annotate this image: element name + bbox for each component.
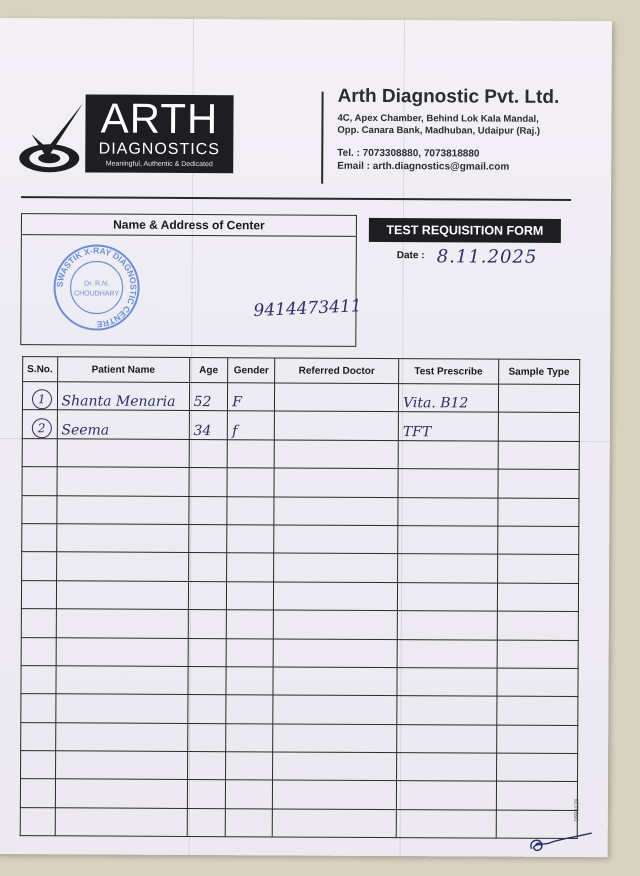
table-header-row xyxy=(23,357,580,385)
cell-test-prescribe xyxy=(398,497,498,526)
center-box-title: Name & Address of Center xyxy=(22,214,356,237)
cell-test-prescribe xyxy=(396,781,496,810)
cell-sample-type xyxy=(497,526,579,555)
cell-age xyxy=(189,496,228,525)
cell-referred-doctor xyxy=(273,752,397,781)
cell-referred-doctor xyxy=(274,411,398,440)
cell-age: 52 xyxy=(189,382,228,411)
cell-referred-doctor xyxy=(274,525,398,554)
cell-referred-doctor xyxy=(273,724,397,753)
form-serial-number: 0691126 xyxy=(574,798,581,822)
cell-age xyxy=(187,780,226,809)
cell-gender xyxy=(226,667,273,696)
cell-age: 34 xyxy=(189,411,228,440)
logo-subtitle: DIAGNOSTICS xyxy=(98,140,220,159)
cell-referred-doctor xyxy=(273,582,397,611)
cell-gender xyxy=(227,581,274,610)
cell-gender xyxy=(226,723,273,752)
serial-number: 2 xyxy=(32,418,52,438)
cell-gender xyxy=(227,468,274,497)
table-row-empty xyxy=(21,722,578,753)
cell-referred-doctor xyxy=(274,440,398,469)
cell-referred-doctor xyxy=(273,667,397,696)
cell-sample-type xyxy=(496,782,578,811)
table-row-empty xyxy=(21,637,578,668)
cell-sno xyxy=(22,495,57,524)
cell-test-prescribe xyxy=(398,469,498,498)
cell-patient-name xyxy=(57,439,189,468)
table-row-empty xyxy=(22,467,579,498)
cell-sno xyxy=(21,580,56,609)
col-header-sample-type: Sample Type xyxy=(498,359,579,384)
svg-text:CHOUDHARY: CHOUDHARY xyxy=(74,290,120,298)
logo xyxy=(85,94,233,173)
serial-number: 1 xyxy=(32,390,52,410)
cell-sample-type xyxy=(497,554,579,583)
table-row-empty xyxy=(21,694,578,725)
svg-text:SWASTIK X-RAY DIAGNOSTIC CENTR: SWASTIK X-RAY DIAGNOSTIC CENTRE xyxy=(54,245,139,330)
cell-sample-type xyxy=(496,753,578,782)
cell-age xyxy=(189,468,228,497)
cell-age xyxy=(188,638,227,667)
cell-age xyxy=(188,553,227,582)
center-stamp xyxy=(51,242,141,332)
cell-patient-name xyxy=(56,609,188,638)
cell-gender xyxy=(225,809,272,838)
table-row-empty xyxy=(22,552,579,583)
signature xyxy=(524,831,594,857)
cell-sample-type xyxy=(498,469,580,498)
table-row-empty xyxy=(20,779,577,810)
cell-patient-name xyxy=(55,779,187,808)
cell-referred-doctor xyxy=(274,383,398,412)
cell-referred-doctor xyxy=(273,638,397,667)
cell-gender xyxy=(227,525,274,554)
cell-gender: F xyxy=(228,383,275,412)
cell-sample-type xyxy=(497,583,579,612)
date-label: Date : xyxy=(396,250,425,262)
cell-referred-doctor xyxy=(274,497,398,526)
cell-age xyxy=(187,723,226,752)
cell-patient-name: Shanta Menaria xyxy=(57,382,189,411)
cell-gender xyxy=(226,695,273,724)
cell-referred-doctor xyxy=(273,695,397,724)
requisition-form-sheet xyxy=(0,18,612,857)
cell-referred-doctor xyxy=(272,809,396,838)
cell-test-prescribe xyxy=(397,582,497,611)
col-header-age: Age xyxy=(189,357,228,382)
cell-test-prescribe xyxy=(397,667,497,696)
cell-sno xyxy=(22,410,57,439)
company-email: Email : arth.diagnostics@gmail.com xyxy=(337,160,510,173)
cell-sno xyxy=(21,637,56,666)
table-row-empty xyxy=(20,807,577,838)
cell-patient-name xyxy=(56,581,188,610)
cell-sno xyxy=(22,382,57,411)
cell-sno xyxy=(21,609,56,638)
table-row-empty xyxy=(21,751,578,782)
cell-patient-name xyxy=(56,524,188,553)
cell-sno xyxy=(22,524,57,553)
table-row-empty xyxy=(21,609,578,640)
cell-test-prescribe xyxy=(397,753,497,782)
cell-gender xyxy=(227,439,274,468)
cell-gender xyxy=(226,780,273,809)
cell-sample-type xyxy=(497,611,579,640)
cell-sno xyxy=(21,722,56,751)
col-header-sno: S.No. xyxy=(23,357,58,382)
col-header-gender: Gender xyxy=(228,358,275,383)
cell-patient-name xyxy=(57,467,189,496)
cell-test-prescribe xyxy=(398,440,498,469)
cell-test-prescribe xyxy=(397,724,497,753)
target-check-icon xyxy=(17,98,85,178)
cell-age xyxy=(188,666,227,695)
cell-patient-name xyxy=(56,552,188,581)
cell-sample-type xyxy=(497,498,579,527)
cell-age xyxy=(189,439,228,468)
logo-title: ARTH xyxy=(100,94,219,143)
cell-sample-type xyxy=(496,725,578,754)
cell-sno xyxy=(21,666,56,695)
cell-age xyxy=(188,524,227,553)
cell-gender xyxy=(227,610,274,639)
cell-sample-type xyxy=(496,696,578,725)
cell-sample-type xyxy=(498,441,580,470)
cell-sno xyxy=(21,694,56,723)
table-row-empty xyxy=(22,524,579,555)
cell-referred-doctor xyxy=(274,553,398,582)
center-phone-handwritten: 9414473411 xyxy=(253,296,363,322)
form-title: TEST REQUISITION FORM xyxy=(369,218,561,243)
cell-age xyxy=(187,695,226,724)
center-address-box xyxy=(20,213,363,347)
cell-gender: f xyxy=(228,411,275,440)
cell-sample-type xyxy=(498,384,580,413)
cell-test-prescribe xyxy=(396,809,496,838)
cell-test-prescribe xyxy=(398,554,498,583)
header-divider xyxy=(321,92,323,184)
table-row-empty xyxy=(21,580,578,611)
company-phone: Tel. : 7073308880, 7073818880 xyxy=(337,147,480,160)
cell-test-prescribe xyxy=(397,611,497,640)
cell-sno xyxy=(20,779,55,808)
cell-patient-name xyxy=(55,808,187,837)
cell-gender xyxy=(227,496,274,525)
table-row-empty xyxy=(22,495,579,526)
cell-sample-type xyxy=(498,413,580,442)
cell-age xyxy=(187,808,226,837)
table-row xyxy=(22,382,579,413)
cell-sno xyxy=(21,751,56,780)
cell-test-prescribe xyxy=(397,639,497,668)
cell-patient-name xyxy=(56,495,188,524)
cell-test-prescribe: Vita. B12 xyxy=(398,384,498,413)
cell-gender xyxy=(227,553,274,582)
col-header-patient-name: Patient Name xyxy=(57,357,189,383)
cell-referred-doctor xyxy=(273,610,397,639)
cell-sample-type xyxy=(497,640,579,669)
cell-referred-doctor xyxy=(272,780,396,809)
cell-referred-doctor xyxy=(274,468,398,497)
cell-sno xyxy=(22,552,57,581)
svg-text:Dr. R.N.: Dr. R.N. xyxy=(84,280,110,288)
cell-patient-name xyxy=(56,666,188,695)
cell-gender xyxy=(226,638,273,667)
patient-table xyxy=(20,356,581,841)
cell-patient-name: Seema xyxy=(57,410,189,439)
cell-age xyxy=(188,581,227,610)
cell-patient-name xyxy=(56,637,188,666)
cell-test-prescribe: TFT xyxy=(398,412,498,441)
table-row-empty xyxy=(21,666,578,697)
col-header-test-prescribe: Test Prescribe xyxy=(399,359,499,385)
cell-test-prescribe xyxy=(397,696,497,725)
cell-sample-type xyxy=(497,668,579,697)
cell-patient-name xyxy=(55,722,187,751)
company-name: Arth Diagnostic Pvt. Ltd. xyxy=(337,85,560,108)
cell-patient-name xyxy=(55,694,187,723)
table-row xyxy=(22,410,579,441)
cell-sno xyxy=(22,438,57,467)
cell-patient-name xyxy=(55,751,187,780)
cell-test-prescribe xyxy=(398,526,498,555)
table-row-empty xyxy=(22,438,579,469)
col-header-referred-doctor: Referred Doctor xyxy=(275,358,399,384)
cell-age xyxy=(187,752,226,781)
cell-sno xyxy=(22,467,57,496)
cell-age xyxy=(188,610,227,639)
cell-gender xyxy=(226,752,273,781)
logo-tagline: Meaningful, Authentic & Dedicated xyxy=(105,160,213,169)
date-value: 8.11.2025 xyxy=(436,246,538,268)
header-rule xyxy=(21,196,571,201)
company-address: 4C, Apex Chamber, Behind Lok Kala Mandal, Opp. Canara Bank, Madhuban, Udaipur (Raj.) xyxy=(337,112,541,137)
cell-sno xyxy=(20,807,55,836)
